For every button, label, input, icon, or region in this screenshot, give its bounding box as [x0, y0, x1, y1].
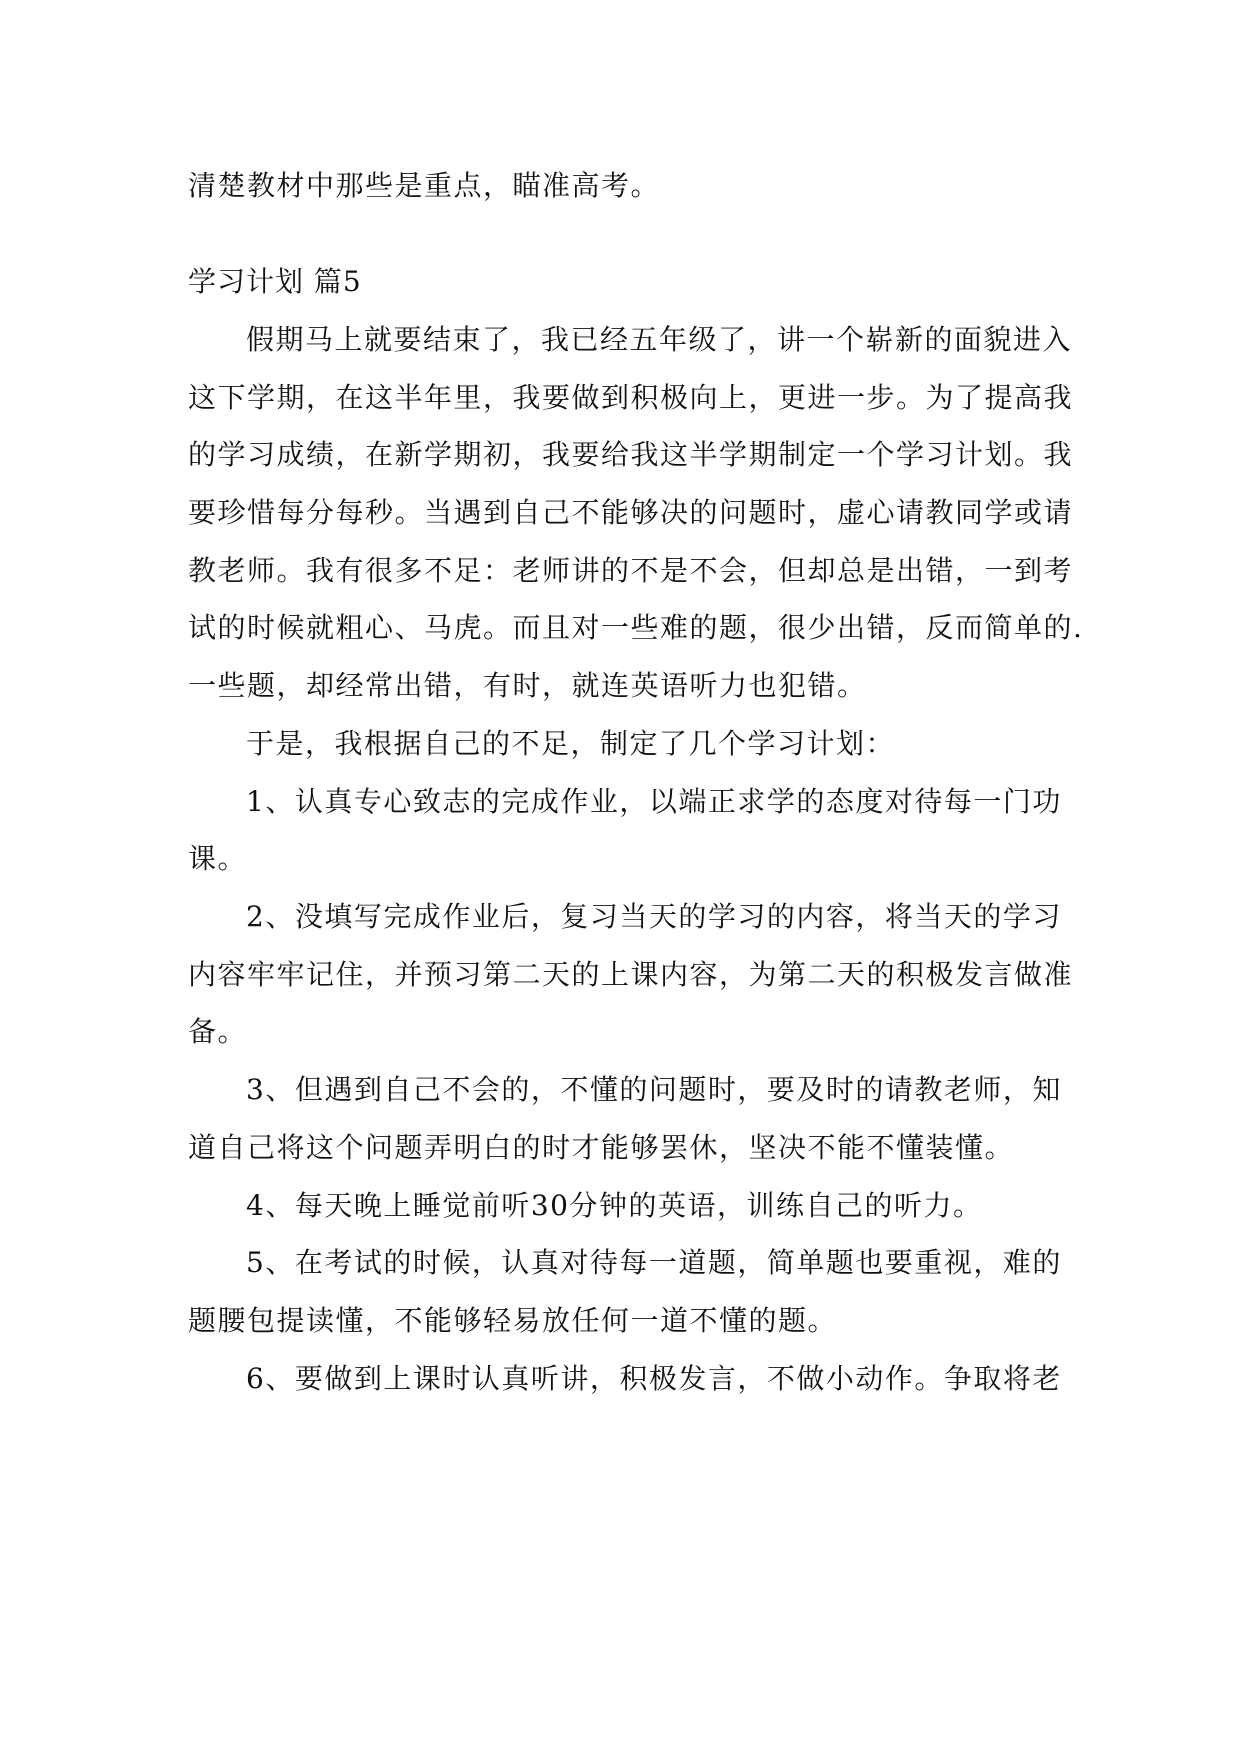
plan-item-3-line-2: 道自己将这个问题弄明白的时才能够罢休，坚决不能不懂装懂。: [188, 1131, 1015, 1164]
intro-line-3: 的学习成绩，在新学期初，我要给我这半学期制定一个学习计划。我: [188, 438, 1074, 471]
intro-line-4: 要珍惜每分每秒。当遇到自己不能够决的问题时，虚心请教同学或请: [188, 496, 1074, 529]
plan-item-5-line-1: 5、在考试的时候，认真对待每一道题，简单题也要重视，难的: [246, 1246, 1062, 1279]
continuation-line: 清楚教材中那些是重点，瞄准高考。: [188, 169, 661, 202]
plan-item-6-line-1: 6、要做到上课时认真听讲，积极发言，不做小动作。争取将老: [246, 1362, 1062, 1395]
plan-item-2-line-3: 备。: [188, 1015, 248, 1048]
plan-item-5-line-2: 题腰包提读懂，不能够轻易放任何一道不懂的题。: [188, 1304, 838, 1337]
section-heading: 学习计划 篇5: [188, 265, 362, 298]
plan-item-2-line-1: 2、没填写完成作业后，复习当天的学习的内容，将当天的学习: [246, 900, 1062, 933]
plan-item-1-line-1: 1、认真专心致志的完成作业，以端正求学的态度对待每一门功: [246, 785, 1062, 818]
plan-intro: 于是，我根据自己的不足，制定了几个学习计划：: [246, 727, 896, 760]
plan-item-4-line-1: 4、每天晚上睡觉前听30分钟的英语，训练自己的听力。: [246, 1189, 983, 1222]
intro-line-5: 教老师。我有很多不足：老师讲的不是不会，但却总是出错，一到考: [188, 554, 1074, 587]
plan-item-3-line-1: 3、但遇到自己不会的，不懂的问题时，要及时的请教老师，知: [246, 1073, 1062, 1106]
intro-line-7: 一些题，却经常出错，有时，就连英语听力也犯错。: [188, 669, 867, 702]
plan-item-2-line-2: 内容牢牢记住，并预习第二天的上课内容，为第二天的积极发言做准: [188, 958, 1074, 991]
intro-line-6: 试的时候就粗心、马虎。而且对一些难的题，很少出错，反而简单的.: [188, 611, 1084, 644]
intro-line-1: 假期马上就要结束了，我已经五年级了，讲一个崭新的面貌进入: [246, 323, 1073, 356]
plan-item-1-line-2: 课。: [188, 842, 248, 875]
intro-line-2: 这下学期，在这半年里，我要做到积极向上，更进一步。为了提高我: [188, 381, 1074, 414]
